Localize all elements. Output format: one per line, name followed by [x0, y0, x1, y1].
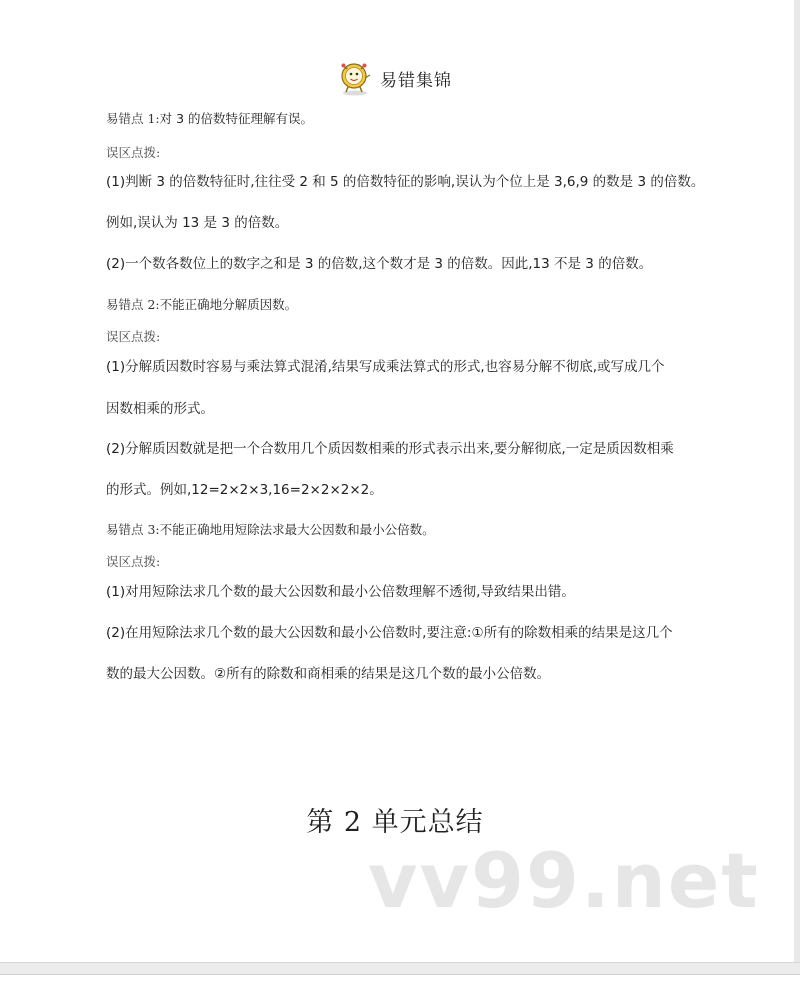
page-edge-shadow: [794, 0, 800, 962]
next-page-edge: [0, 974, 800, 988]
section-title: 第 2 单元总结: [306, 807, 484, 838]
error-point-heading: 对 3 的倍数特征理解有误。: [159, 111, 314, 126]
error-point-heading: 不能正确地用短除法求最大公因数和最小公倍数。: [159, 522, 435, 537]
error-point-1: [106, 110, 313, 129]
paragraph: (1)判断 3 的倍数特征时,往往受 2 和 5 的倍数特征的影响,误认为个位上是 3,6,9 的数是 3 的倍数。: [106, 174, 705, 190]
paragraph: 的形式。例如,12=2×2×3,16=2×2×2×2。: [106, 482, 383, 498]
error-point-label: 易错点 3:: [106, 522, 160, 537]
error-point-3: [106, 521, 435, 540]
error-point-label: 易错点 1:: [106, 111, 160, 126]
misconception-hint: 误区点拨:: [106, 554, 161, 569]
paragraph: 因数相乘的形式。: [106, 401, 214, 417]
paragraph: (1)分解质因数时容易与乘法算式混淆,结果写成乘法算式的形式,也容易分解不彻底,或写成几个: [106, 359, 665, 375]
header: [338, 60, 452, 96]
paragraph: (2)分解质因数就是把一个合数用几个质因数相乘的形式表示出来,要分解彻底,一定是质因数相乘: [106, 441, 674, 457]
error-point-heading: 不能正确地分解质因数。: [159, 297, 298, 312]
error-point-label: 易错点 2:: [106, 297, 160, 312]
clock-mascot-icon: [338, 60, 372, 96]
paragraph: (2)一个数各数位上的数字之和是 3 的倍数,这个数才是 3 的倍数。因此,13 不是 3 的倍数。: [106, 256, 653, 272]
misconception-hint: 误区点拨:: [106, 329, 161, 344]
error-point-2: [106, 296, 297, 315]
paragraph: 数的最大公因数。②所有的除数和商相乘的结果是这几个数的最小公倍数。: [106, 666, 551, 682]
watermark: vv99.net: [368, 836, 760, 925]
paragraph: (1)对用短除法求几个数的最大公因数和最小公倍数理解不透彻,导致结果出错。: [106, 584, 575, 600]
paragraph: (2)在用短除法求几个数的最大公因数和最小公倍数时,要注意:①所有的除数相乘的结果是这几个: [106, 625, 673, 641]
paragraph: 例如,误认为 13 是 3 的倍数。: [106, 215, 289, 231]
header-title: 易错集锦: [380, 70, 452, 91]
misconception-hint: 误区点拨:: [106, 145, 161, 160]
